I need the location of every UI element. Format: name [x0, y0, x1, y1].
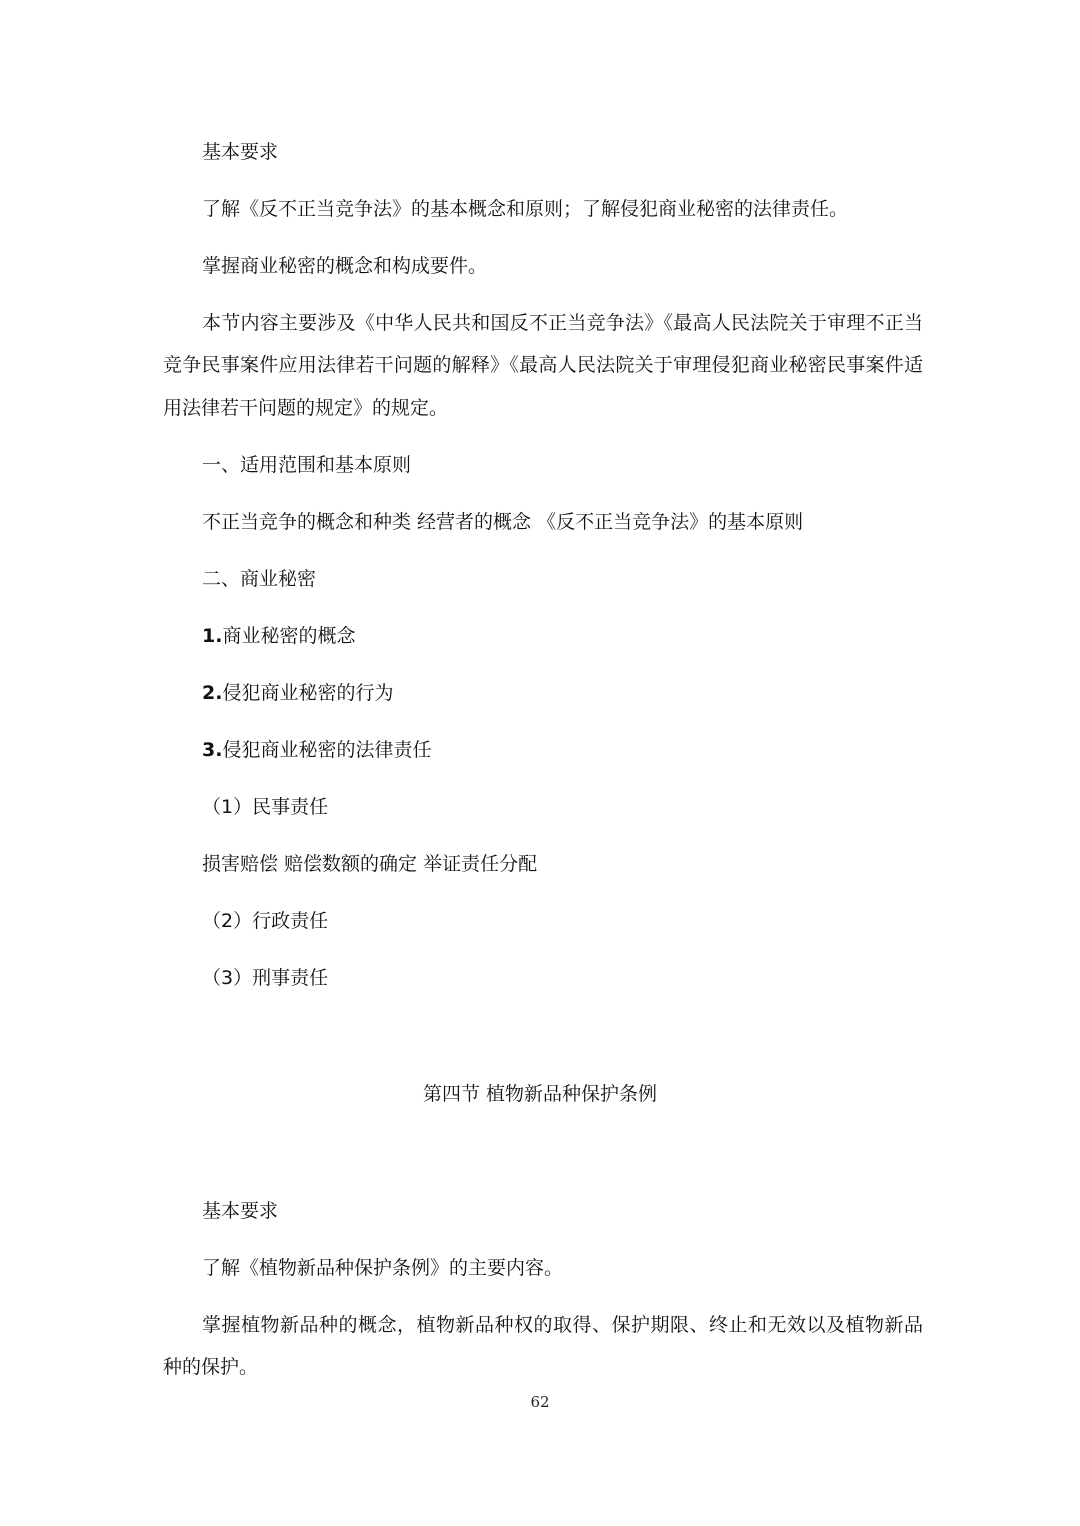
page-number: 62 [530, 1393, 550, 1411]
scope-paragraph-line-1: 本节内容主要涉及《中华人民共和国反不正当竞争法》《最高人民法院关于审理不正当 [202, 312, 923, 334]
list-item-text: 侵犯商业秘密的行为 [222, 682, 394, 704]
basic-requirements-heading: 基本要求 [202, 141, 279, 163]
requirement-understand: 了解《植物新品种保护条例》的主要内容。 [202, 1257, 564, 1279]
sub-item-civil-liability: （1）民事责任 [202, 796, 329, 818]
list-item [202, 681, 393, 705]
list-item-text: 商业秘密的概念 [222, 625, 356, 647]
requirement-master: 掌握商业秘密的概念和构成要件。 [202, 255, 488, 277]
list-item-number: 2. [202, 682, 223, 704]
heading-scope-principles: 一、适用范围和基本原则 [202, 454, 412, 476]
list-item-number: 3. [202, 739, 223, 761]
civil-liability-topics: 损害赔偿 赔偿数额的确定 举证责任分配 [202, 853, 538, 875]
scope-paragraph-line-3: 用法律若干问题的规定》的规定。 [163, 397, 449, 419]
heading-trade-secrets: 二、商业秘密 [202, 568, 317, 590]
requirement-master-line-2: 种的保护。 [163, 1356, 259, 1378]
list-item [202, 624, 355, 648]
list-item [202, 738, 431, 762]
scope-paragraph-line-2: 竞争民事案件应用法律若干问题的解释》《最高人民法院关于审理侵犯商业秘密民事案件适 [163, 354, 923, 376]
basic-requirements-heading: 基本要求 [202, 1200, 279, 1222]
list-item-number: 1. [202, 625, 223, 647]
scope-principles-topics: 不正当竞争的概念和种类 经营者的概念 《反不正当竞争法》的基本原则 [202, 511, 804, 533]
requirement-understand: 了解《反不正当竞争法》的基本概念和原则；了解侵犯商业秘密的法律责任。 [202, 198, 849, 220]
section-title: 第四节 植物新品种保护条例 [422, 1083, 658, 1105]
requirement-master-line-1: 掌握植物新品种的概念，植物新品种权的取得、保护期限、终止和无效以及植物新品 [202, 1314, 923, 1336]
list-item-text: 侵犯商业秘密的法律责任 [222, 739, 432, 761]
sub-item-administrative-liability: （2）行政责任 [202, 910, 329, 932]
sub-item-criminal-liability: （3）刑事责任 [202, 967, 329, 989]
